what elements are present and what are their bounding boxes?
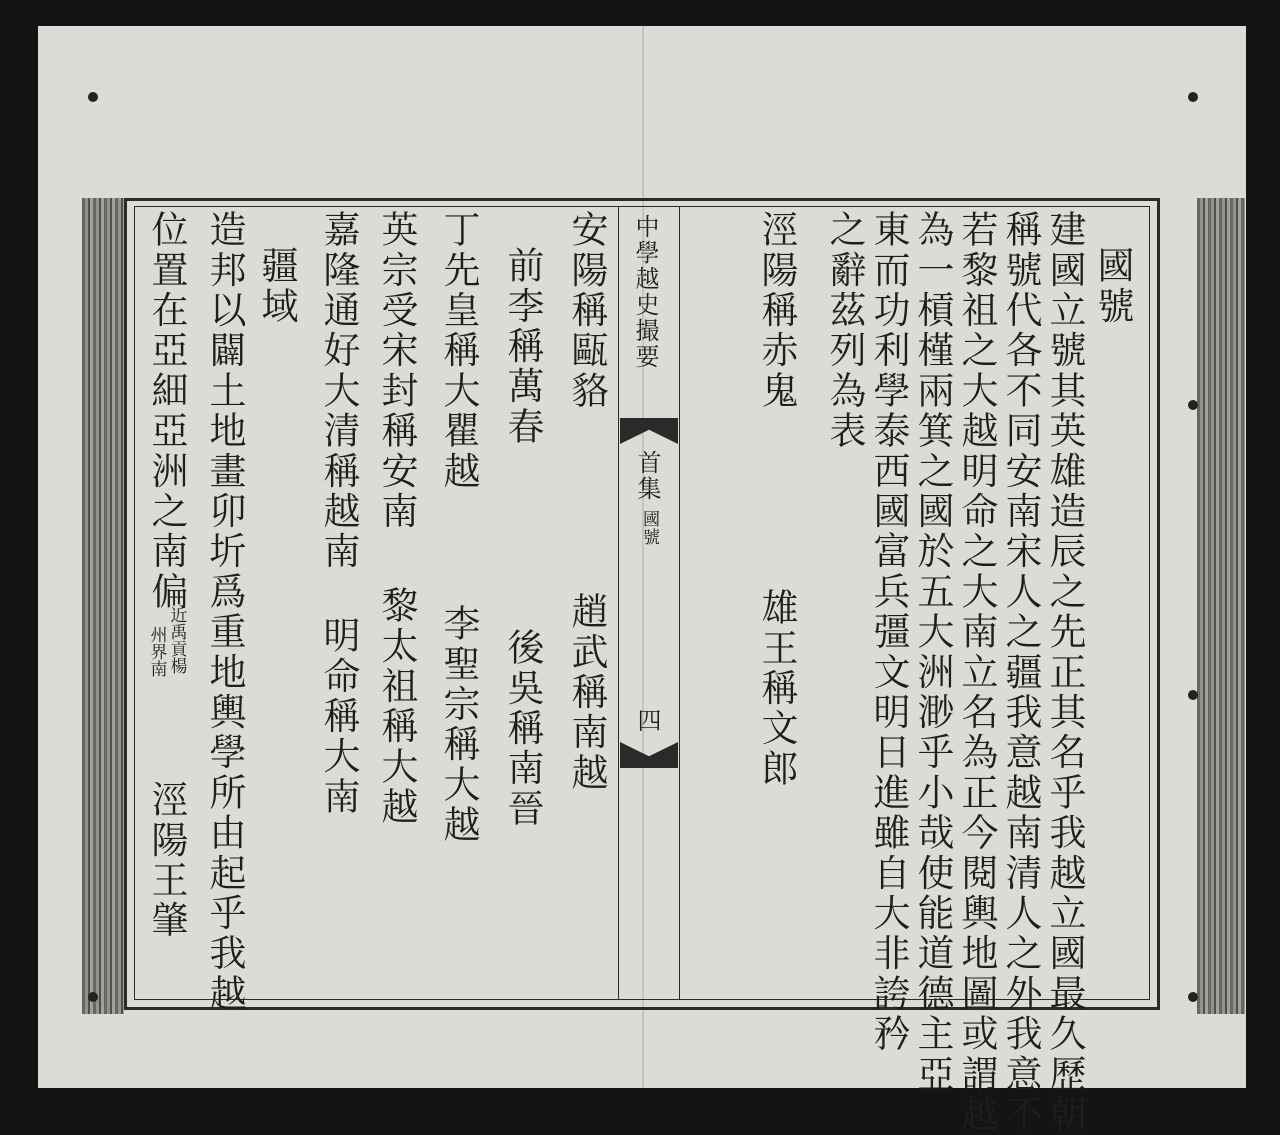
body-line-6: 之辭茲列為表: [823, 210, 866, 452]
territory-line-2: 位置在亞細亞洲之南偏: [145, 210, 188, 612]
body-line-3: 若黎祖之大越明命之大南立名為正今閱輿地圖或謂越: [955, 210, 998, 1135]
book-title: 中學越史撮要: [631, 214, 659, 370]
body-line-2: 稱號代各不同安南宋人之疆我意越南清人之外我意不: [999, 210, 1042, 1135]
name-entry-top: 英宗受宋封稱安南: [375, 210, 418, 532]
binding-hole: [1188, 400, 1198, 410]
body-line-5: 東而功利學泰西國富兵彊文明日進雖自大非誇矜: [867, 210, 910, 1055]
author-signature: 涇陽王肇: [145, 780, 188, 941]
binding-hole: [1188, 92, 1198, 102]
name-entry-bottom: 黎太祖稱大越: [375, 586, 418, 828]
name-entry-top: 安陽稱甌貉: [565, 210, 608, 411]
name-entry-bottom: 後吳稱南晉: [501, 628, 544, 829]
heading-territory: 疆域: [255, 246, 298, 327]
page-number: 四: [633, 708, 661, 734]
binding-hole: [1188, 690, 1198, 700]
territory-line-1: 造邦以闢土地畫卯圻爲重地輿學所由起乎我越: [203, 210, 246, 1014]
right-ink-margin: [1197, 198, 1245, 1014]
name-entry-top: 嘉隆通好大清稱越南: [317, 210, 360, 572]
heading-nation: 國號: [1091, 246, 1134, 327]
binding-hole: [88, 92, 98, 102]
section-title: 首集: [633, 450, 661, 502]
name-entry-top: 丁先皇稱大瞿越: [437, 210, 480, 492]
territory-note-a: 近禹貢楊: [166, 606, 187, 674]
body-line-4: 為一槓槿兩箕之國於五大洲渺乎小哉使能道德主亞: [911, 210, 954, 1095]
name-entry-top: 涇陽稱赤鬼: [755, 210, 798, 411]
territory-note-b: 州界南: [146, 626, 167, 677]
body-line-1: 建國立號其英雄造辰之先正其名乎我越立國最久歷朝: [1043, 210, 1086, 1135]
name-entry-top: 前李稱萬春: [501, 246, 544, 447]
name-entry-bottom: 雄王稱文郎: [755, 588, 798, 789]
binding-hole: [88, 992, 98, 1002]
left-ink-margin: [82, 198, 124, 1014]
binding-hole: [1188, 992, 1198, 1002]
subsection-title: 國號: [639, 510, 659, 546]
name-entry-bottom: 李聖宗稱大越: [437, 604, 480, 846]
name-entry-bottom: 趙武稱南越: [565, 592, 608, 793]
name-entry-bottom: 明命稱大南: [317, 616, 360, 817]
